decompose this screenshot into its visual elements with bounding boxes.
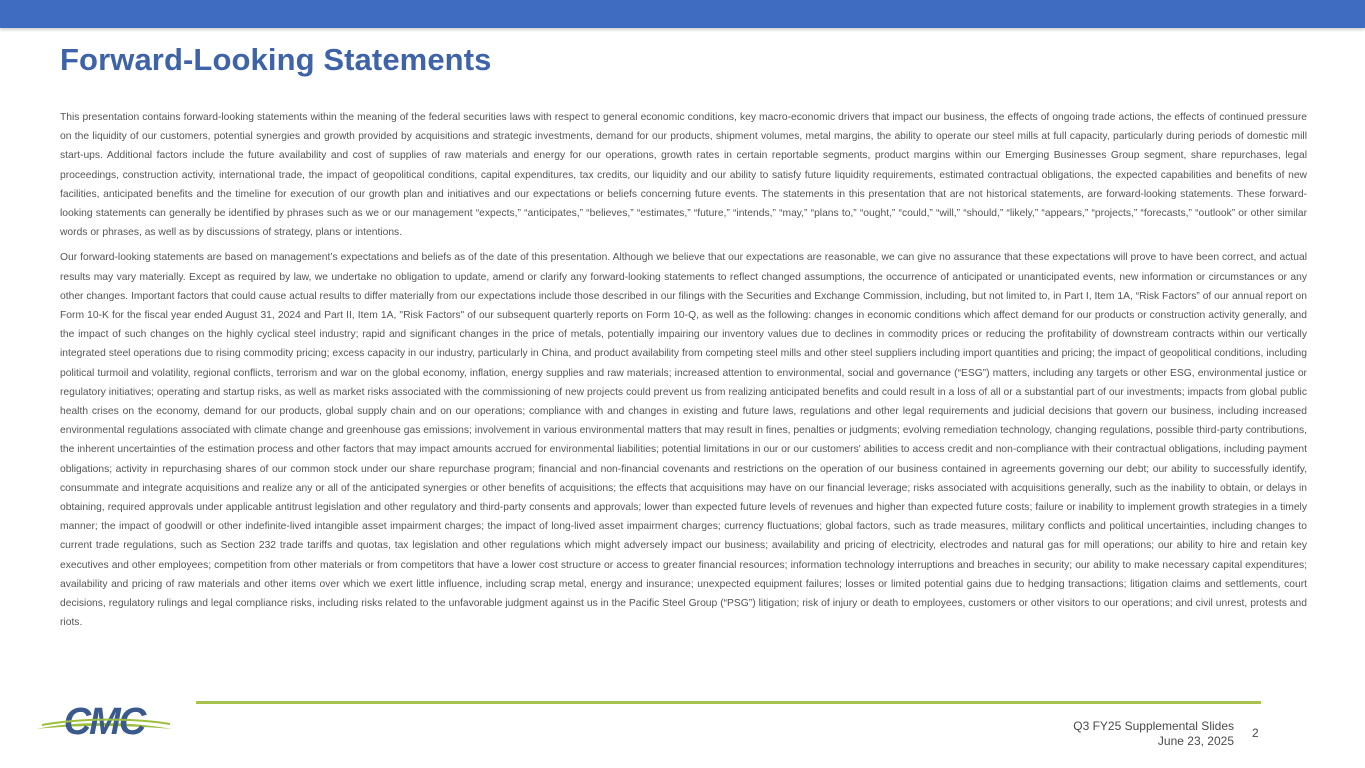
page-number: 2 — [1252, 726, 1259, 740]
cmc-logo — [34, 700, 174, 740]
logo-wordmark: CMC — [63, 701, 145, 740]
disclaimer-body — [60, 108, 1307, 638]
paragraph-intro: This presentation contains forward-looking statements within the meaning of the federal securities laws with respect to general economic conditions, key macro-economic drivers that impact our business, the effects of ongoing trade actions, the effects of continued pressure on the liquidity of our customers, potential synergies and growth provided by acquisitions and strategic investments, demand for our products, shipment volumes, metal margins, the ability to operate our steel mills at full capacity, particularly during periods of domestic mill start-ups. Additional factors include the future availability and cost of supplies of raw materials and energy for our operations, growth rates in certain reportable segments, product margins within our Emerging Businesses Group segment, share repurchases, legal proceedings, construction activity, international trade, the impact of geopolitical conditions, capital expenditures, tax credits, our liquidity and our ability to satisfy future liquidity requirements, estimated contractual obligations, the expected capabilities and benefits of new facilities, anticipated benefits and the timeline for execution of our growth plan and initiatives and our expectations or beliefs concerning future events. The statements in this presentation that are not historical statements, are forward-looking statements. These forward-looking statements can generally be identified by phrases such as we or our management “expects,” “anticipates,” “believes,” “estimates,” “future,” “intends,” “may,” “plans to,” “ought,” “could,” “will,” “should,” “likely,” “appears,” “projects,” “forecasts,” “outlook” or other similar words or phrases, as well as by discussions of strategy, plans or intentions. — [60, 112, 1307, 239]
presentation-date: June 23, 2025 — [1157, 734, 1234, 748]
page-title: Forward-Looking Statements — [60, 42, 492, 77]
footer-divider — [196, 701, 1261, 704]
top-banner-bar — [0, 0, 1365, 28]
deck-name: Q3 FY25 Supplemental Slides — [1073, 719, 1234, 733]
footer-meta — [1073, 719, 1234, 749]
paragraph-risk-factors: Our forward-looking statements are based on management’s expectations and beliefs as of the date of this presentation. Although we believe that our expectations are reasonable, we can give no assurance that these expectations will prove to have been correct, and actual results may vary materially. Except as required by law, we undertake no obligation to update, amend or clarify any forward-looking statements to reflect changed assumptions, the occurrence of anticipated or unanticipated events, new information or circumstances or any other changes. Important factors that could cause actual results to differ materially from our expectations include those described in our filings with the Securities and Exchange Commission, including, but not limited to, in Part I, Item 1A, “Risk Factors” of our annual report on Form 10-K for the fiscal year ended August 31, 2024 and Part II, Item 1A, "Risk Factors" of our subsequent quarterly reports on Form 10-Q, as well as the following: changes in economic conditions which affect demand for our products or construction activity generally, and the impact of such changes on the highly cyclical steel industry; rapid and significant changes in the price of metals, potentially impairing our inventory values due to declines in commodity prices or reducing the profitability of downstream contracts within our vertically integrated steel operations due to rising commodity pricing; excess capacity in our industry, particularly in China, and product availability from competing steel mills and other steel suppliers including import quantities and pricing; the impact of geopolitical conditions, including political turmoil and volatility, regional conflicts, terrorism and war on the global economy, inflation, energy supplies and raw materials; increased attention to environmental, social and governance (“ESG”) matters, including any targets or other ESG, environmental justice or regulatory initiatives; operating and startup risks, as well as market risks associated with the commissioning of new projects could prevent us from realizing anticipated benefits and could result in a loss of all or a substantial part of our investments; impacts from global public health crises on the economy, demand for our products, global supply chain and on our operations; compliance with and changes in existing and future laws, regulations and other legal requirements and judicial decisions that govern our business, including increased environmental regulations associated with climate change and greenhouse gas emissions; involvement in various environmental matters that may result in fines, penalties or judgments; evolving remediation technology, changing regulations, possible third-party contributions, the inherent uncertainties of the estimation process and other factors that may impact amounts accrued for environmental liabilities; potential limitations in our or our customers' abilities to access credit and non-compliance with their contractual obligations, including payment obligations; activity in repurchasing shares of our common stock under our share repurchase program; financial and non-financial covenants and restrictions on the operation of our business contained in agreements governing our debt; our ability to successfully identify, consummate and integrate acquisitions and realize any or all of the anticipated synergies or other benefits of acquisitions; the effects that acquisitions may have on our financial leverage; risks associated with acquisitions generally, such as the inability to obtain, or delays in obtaining, required approvals under applicable antitrust legislation and other regulatory and third-party consents and approvals; lower than expected future levels of revenues and higher than expected future costs; failure or inability to implement growth strategies in a timely manner; the impact of goodwill or other indefinite-lived intangible asset impairment charges; the impact of long-lived asset impairment charges; currency fluctuations; global factors, such as trade measures, military conflicts and political uncertainties, including changes to current trade regulations, such as Section 232 trade tariffs and quotas, tax legislation and other regulations which might adversely impact our business; availability and pricing of electricity, electrodes and natural gas for mill operations; our ability to hire and retain key executives and other employees; competition from other materials or from competitors that have a lower cost structure or access to greater financial resources; information technology interruptions and breaches in security; our ability to make necessary capital expenditures; availability and pricing of raw materials and other items over which we exert little influence, including scrap metal, energy and insurance; unexpected equipment failures; losses or limited potential gains due to hedging transactions; litigation claims and settlements, court decisions, regulatory rulings and legal compliance risks, including risks related to the unfavorable judgment against us in the Pacific Steel Group (“PSG”) litigation; risk of injury or death to employees, customers or other visitors to our operations; and civil unrest, protests and riots. — [60, 252, 1307, 629]
